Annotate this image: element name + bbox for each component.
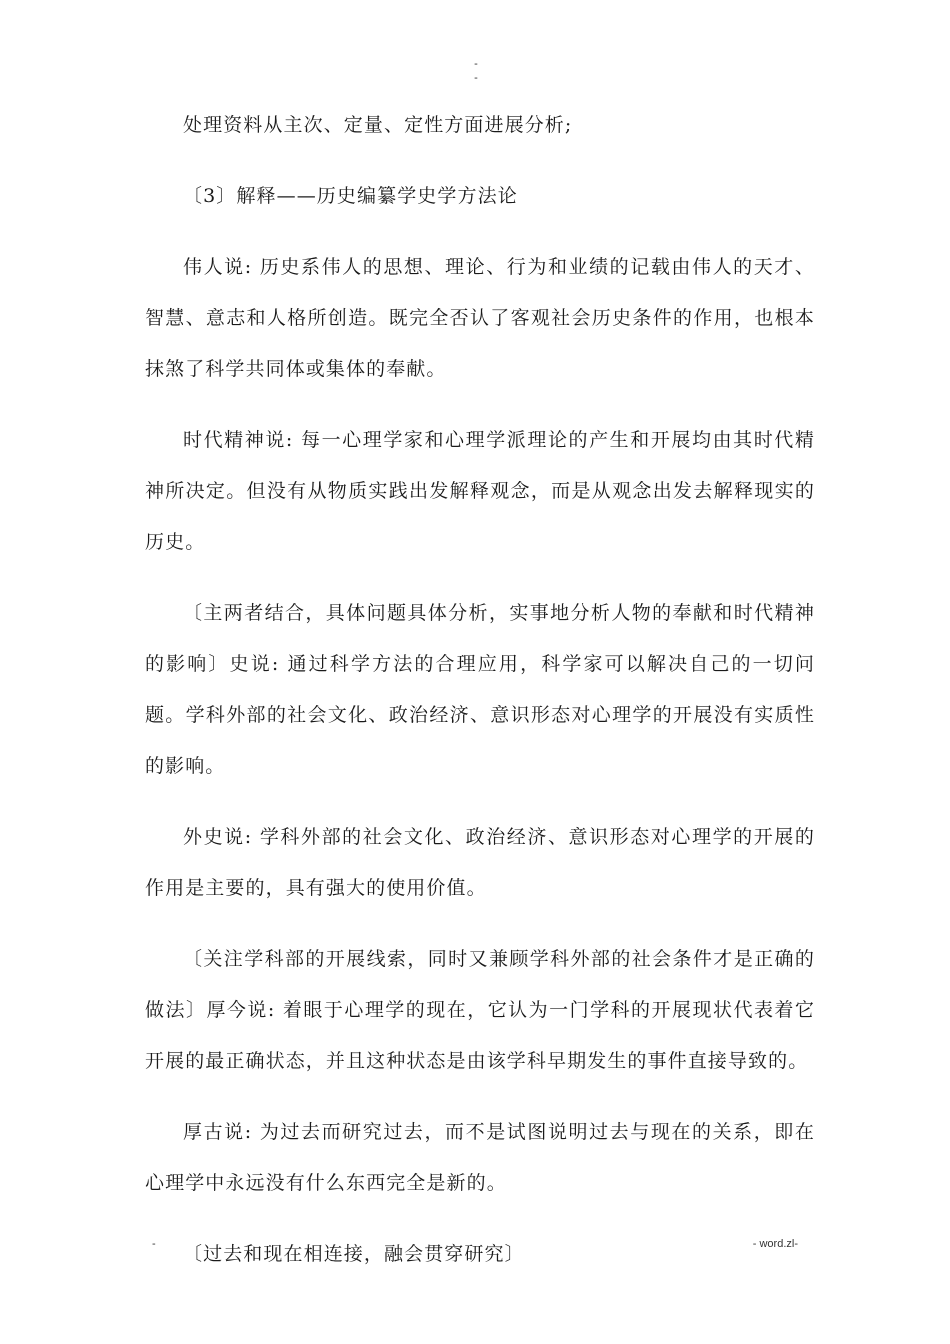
paragraph-conclusion: 〔过去和现在相连接，融会贯穿研究〕 <box>183 1243 525 1265</box>
paragraph-data-processing: 处理资料从主次、定量、定性方面进展分析; <box>183 114 573 136</box>
paragraph-section-heading: 〔3〕解释——历史编纂学史学方法论 <box>183 185 518 207</box>
paragraph-presentism: 〔关注学科部的开展线索，同时又兼顾学科外部的社会条件才是正确的做法〕厚今说: 着眼于心理学的现在，它认为一门学科的开展现状代表着它开展的最正确状态，并且这种状态是由该学科早期发生的事件直接导致的。 <box>145 948 815 1072</box>
paragraph-historicism: 厚古说: 为过去而研究过去，而不是试图说明过去与现在的关系，即在心理学中永远没有什么东西完全是新的。 <box>145 1121 815 1194</box>
document-body <box>145 100 815 1280</box>
header-mark-bottom: - <box>474 72 478 84</box>
paragraph-internal-history: 〔主两者结合，具体问题具体分析，实事地分析人物的奉献和时代精神的影响〕史说: 通过科学方法的合理应用，科学家可以解决自己的一切问题。学科外部的社会文化、政治经济、意识形态对心理学的开展没有实质性的影响。 <box>145 602 815 777</box>
paragraph-external-history: 外史说: 学科外部的社会文化、政治经济、意识形态对心理学的开展的作用是主要的，具有强大的使用价值。 <box>145 826 815 899</box>
header-mark-top: - <box>474 58 478 70</box>
paragraph-zeitgeist-theory: 时代精神说: 每一心理学家和心理学派理论的产生和开展均由其时代精神所决定。但没有从物质实践出发解释观念，而是从观念出发去解释现实的历史。 <box>145 429 815 553</box>
footer-right-text: - word.zl- <box>752 1238 798 1250</box>
footer-left-mark: - <box>152 1238 156 1250</box>
paragraph-great-man-theory: 伟人说: 历史系伟人的思想、理论、行为和业绩的记载由伟人的天才、智慧、意志和人格所创造。既完全否认了客观社会历史条件的作用，也根本抹煞了科学共同体或集体的奉献。 <box>145 256 815 380</box>
